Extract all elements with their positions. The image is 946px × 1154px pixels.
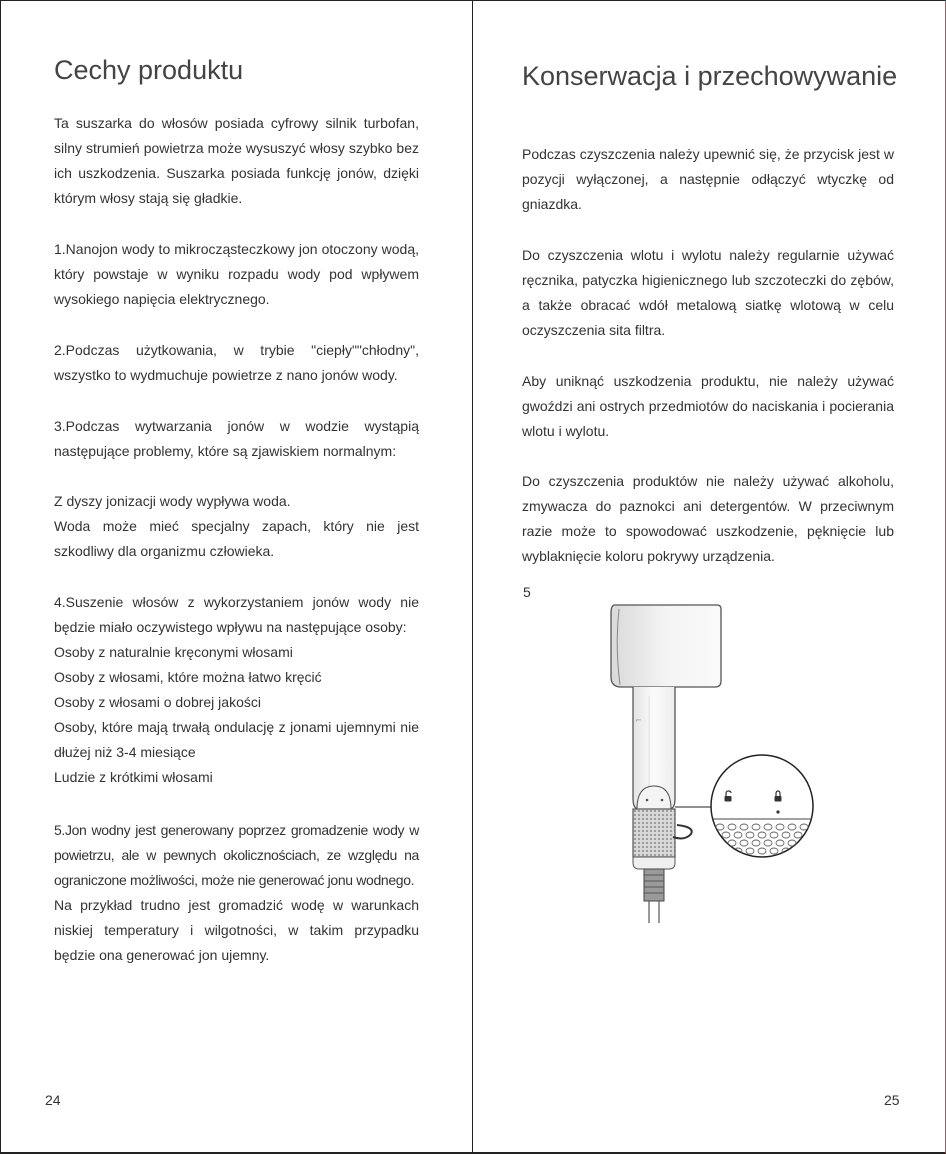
maintenance-text-2: Do czyszczenia wlotu i wylotu należy regularnie używać ręcznika, patyczka higienicznego lub szczoteczki do zębów, a także obracać wdół metalową siatkę wlotową w celu oczyszczenia sita filtra. <box>522 247 894 338</box>
feature-2-text: 2.Podczas użytkowania, w trybie "ciepły""chłodny", wszystko to wydmuchuje powietrze z nano jonów wody. <box>54 342 419 383</box>
feature-4 <box>54 590 419 790</box>
intro-paragraph <box>54 111 419 211</box>
feature-4-line-5: Ludzie z krótkimi włosami <box>54 769 213 785</box>
feature-2 <box>54 338 419 388</box>
feature-4-line-3: Osoby z włosami o dobrej jakości <box>54 694 261 710</box>
hair-dryer-illustration <box>593 601 853 926</box>
maintenance-text-1: Podczas czyszczenia należy upewnić się, że przycisk jest w pozycji wyłączonej, a następnie odłączyć wtyczkę od gniazdka. <box>522 146 894 212</box>
feature-3-line-1: Z dyszy jonizacji wody wypływa woda. <box>54 493 291 509</box>
feature-4-line-2: Osoby z włosami, które można łatwo kręcić <box>54 669 322 685</box>
zoom-callout <box>711 755 813 857</box>
maintenance-text-3: Aby uniknąć uszkodzenia produktu, nie należy używać gwoździ ani ostrych przedmiotów do naciskania i pocierania wlotu i wylotu. <box>522 373 894 439</box>
feature-3-line-2: Woda może mieć specjalny zapach, który nie jest szkodliwy dla organizmu człowieka. <box>54 518 419 559</box>
page-number: 24 <box>45 1092 61 1108</box>
page-title: Cechy produktu <box>54 55 244 85</box>
feature-3 <box>54 414 419 464</box>
figure-label: 5 <box>523 584 531 600</box>
feature-4-text: 4.Suszenie włosów z wykorzystaniem jonów wody nie będzie miało oczywistego wpływu na następujące osoby: <box>54 594 419 635</box>
maintenance-text-4: Do czyszczenia produktów nie należy używać alkoholu, zmywacza do paznokci ani detergentów. W przeciwnym razie może to spowodować uszkodzenie, pęknięcie lub wyblaknięcie koloru pokrywy urządzenia. <box>522 473 894 564</box>
filter-mesh <box>633 809 675 857</box>
feature-1 <box>54 237 419 312</box>
feature-4-line-4: Osoby, które mają trwałą ondulację z jonami ujemnymi nie dłużej niż 3-4 miesiące <box>54 719 419 760</box>
intro-text: Ta suszarka do włosów posiada cyfrowy silnik turbofan, silny strumień powietrza może wysuszyć włosy szybko bez ich uszkodzenia. Suszarka posiada funkcję jonów, dzięki którym włosy stają się gładkie. <box>54 115 419 206</box>
maintenance-paragraph-2 <box>522 243 894 343</box>
page-title: Konserwacja i przechowywanie <box>522 61 898 91</box>
svg-text:⌐: ⌐ <box>635 716 642 725</box>
maintenance-paragraph-4 <box>522 469 894 569</box>
feature-5-text: 5.Jon wodny jest generowany poprzez gromadzenie wody w powietrzu, ale w pewnych okolicznościach, ze względu na ograniczone możliwości, może nie generować jonu wodnego. <box>54 822 419 888</box>
feature-3-text: 3.Podczas wytwarzania jonów w wodzie wystąpią następujące problemy, które są zjawiskiem normalnym: <box>54 418 419 459</box>
feature-5 <box>54 818 419 968</box>
feature-5-continued: Na przykład trudno jest gromadzić wodę w warunkach niskiej temperatury i wilgotności, w takim przypadku będzie ona generować jon ujemny. <box>54 897 419 963</box>
feature-4-line-1: Osoby z naturalnie kręconymi włosami <box>54 644 293 660</box>
right-page <box>473 0 946 1154</box>
page-number: 25 <box>884 1092 900 1108</box>
cord-relief <box>644 869 664 901</box>
dryer-head <box>611 605 721 687</box>
feature-3-details <box>54 489 419 564</box>
maintenance-paragraph-1 <box>522 142 894 217</box>
maintenance-paragraph-3 <box>522 369 894 444</box>
feature-1-text: 1.Nanojon wody to mikrocząsteczkowy jon otoczony wodą, który powstaje w wyniku rozpadu wody pod wpływem wysokiego napięcia elektrycznego. <box>54 241 419 307</box>
